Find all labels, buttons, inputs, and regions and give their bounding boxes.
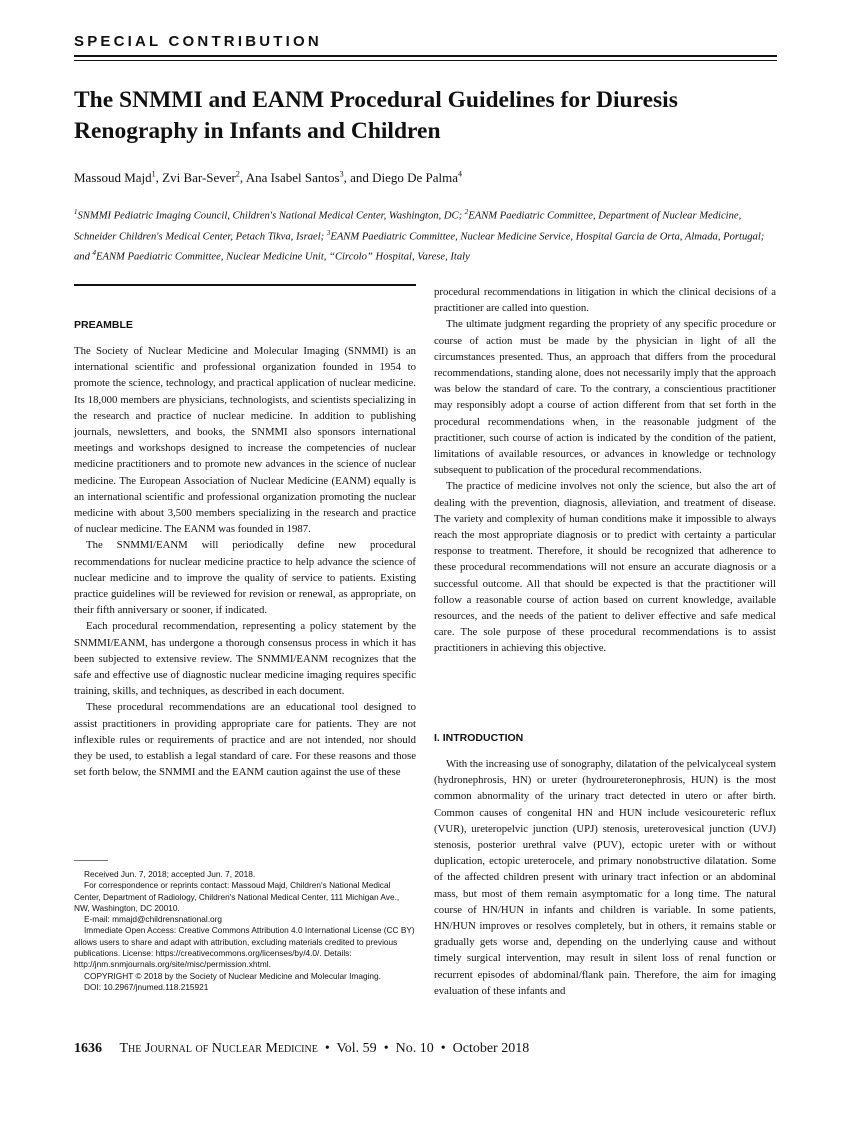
author: Diego De Palma$^4$: [372, 170, 463, 186]
affiliation: SNMMI Pediatric Imaging Council, Children's National Medical Center, Washington, DC;: [77, 210, 465, 222]
introduction-body: [434, 756, 776, 999]
column-rule: [74, 284, 416, 286]
volume: Vol. 59: [336, 1041, 377, 1056]
introduction-heading: I. INTRODUCTION: [434, 732, 524, 744]
issue-number: No. 10: [395, 1041, 434, 1056]
footnote-correspondence: For correspondence or reprints contact: Massoud Majd, Children's National Medical Center, Department of Radiology, Children's National Medical Center, 111 Michigan Ave., NW, Washington, DC 20010.: [74, 880, 400, 913]
footnote-license: Immediate Open Access: Creative Commons Attribution 4.0 International License (CC BY) allows users to share and adapt with attribution, excluding materials credited to previous publications. License: https://creativecommons.org/licenses/by/4.0/. Details: http://jnm.snmjournals.org/site/misc/permission.xhtml.: [74, 925, 415, 970]
footnote-rule: [74, 860, 108, 861]
issue-date: October 2018: [452, 1041, 530, 1056]
preamble-continued: [434, 284, 776, 657]
paragraph: With the increasing use of sonography, dilatation of the pelvicalyceal system (hydronephrosis, HN) or ureter (hydroureteronephrosis, HUN) is the most common abnormality of the urinary tract detected in utero or after birth. Common causes of congenital HN and HUN include vesicoureteric reflux (VUR), ureteropelvic junction (UPJ) stenosis, ureterovesical junction (UVJ) stenosis, posterior urethral valve (PUV), ectopic ureter with or without duplication, ectopic ureterocele, and primary nonobstructive dilatation. Some of the affected children present with urinary tract infection or an abdominal mass, but most of them remain asymptomatic for a long time. The natural course of HN/HUN in infants and children is variable. In some patients, HN/HUN improves or resolves completely, but in others, it remains stable or gradually gets worse and, depending on the underlying cause and without timely surgical intervention, may result in silent loss of renal function or recurrent episodes of abdominal/flank pain. Therefore, the aim for imaging evaluation of these infants and: [434, 758, 776, 997]
footer-bullet: •: [440, 1041, 446, 1056]
footnotes: [74, 869, 416, 993]
footnote-received: Received Jun. 7, 2018; accepted Jun. 7, 2018.: [84, 869, 256, 879]
paragraph: The ultimate judgment regarding the propriety of any specific procedure or course of action must be made by the physician in light of all the circumstances presented. Thus, an approach that differs from the procedural recommendations, standing alone, does not necessarily imply that the approach was below the standard of care. To the contrary, a conscientious practitioner may responsibly adopt a course of action different from that set forth in the procedural recommendations when, in the reasonable judgment of the practitioner, such course of action is indicated by the condition of the patient, limitations of available resources, or advances in knowledge or technology subsequent to publication of the procedural recommendations.: [434, 318, 776, 477]
paragraph: These procedural recommendations are an educational tool designed to assist practitioners in providing appropriate care for patients. They are not inflexible rules or requirements of practice and are not intended, nor should they be used, to establish a legal standard of care. For these reasons and those set forth below, the SNMMI and the EANM caution against the use of these: [74, 701, 416, 779]
paragraph: The SNMMI/EANM will periodically define new procedural recommendations for nuclear medicine practice to help advance the science of nuclear medicine and to improve the quality of service to patients. Existing practice guidelines will be reviewed for revision or renewal, as appropriate, on their fifth anniversary or sooner, if indicated.: [74, 539, 416, 617]
affiliations: $^1$SNMMI Pediatric Imaging Council, Children's National Medical Center, Washington, DC; $^2$EANM Paediatric Committee, Department of Nuclear Medicine, Schneider Children's Medical Center, Petach Tikva, Israel; $^3$EANM Paediatric Committee, Nuclear Medicine Service, Hospital Garcia de Orta, Almada, Portugal; and $^4$EANM Paediatric Committee, Nuclear Medicine Unit, “Circolo” Hospital, Varese, Italy: [74, 208, 765, 263]
footer-bullet: •: [383, 1041, 389, 1056]
article-title: The SNMMI and EANM Procedural Guidelines for Diuresis Renography in Infants and Children: [74, 87, 678, 144]
paragraph: The Society of Nuclear Medicine and Molecular Imaging (SNMMI) is an international scientific and professional organization founded in 1954 to promote the science, technology, and practical application of nuclear medicine. Its 18,000 members are physicians, technologists, and scientists specializing in the research and practice of nuclear medicine. In addition to publishing journals, newsletters, and books, the SNMMI also sponsors international meetings and workshops designed to increase the competencies of nuclear medicine practitioners and to promote new advances in the science of nuclear medicine. The European Association of Nuclear Medicine (EANM) equally is an international scientific and professional organization promoting the nuclear medicine with about 3,500 members specializing in the research and practice of nuclear medicine. The EANM was founded in 1987.: [74, 345, 416, 536]
footnote-copyright: COPYRIGHT © 2018 by the Society of Nuclear Medicine and Molecular Imaging.: [84, 970, 381, 981]
affiliation: EANM Paediatric Committee, Nuclear Medicine Unit, “Circolo” Hospital, Varese, Italy: [96, 251, 470, 263]
journal-name: The Journal of Nuclear Medicine: [119, 1041, 318, 1056]
author: Massoud Majd$^1$,: [74, 170, 163, 186]
author: Ana Isabel Santos$^3$, and: [245, 170, 373, 186]
footnote-email: E-mail: mmajd@childrensnational.org: [84, 914, 223, 925]
header-rule-thick: [74, 55, 777, 57]
preamble-body: [74, 343, 416, 780]
paragraph: The practice of medicine involves not only the science, but also the art of dealing with the prevention, diagnosis, alleviation, and treatment of disease. The variety and complexity of human conditions make it impossible to always reach the most appropriate diagnosis or to predict with certainty a particular response to treatment. Therefore, it should be recognized that adherence to these procedural recommendations will not ensure an accurate diagnosis or a successful outcome. All that should be expected is that the practitioner will follow a reasonable course of action based on current knowledge, available resources, and the needs of the patient to deliver effective and safe medical care. The sole purpose of these procedural recommendations is to assist practitioners in achieving this objective.: [434, 480, 776, 655]
paragraph: procedural recommendations in litigation in which the clinical decisions of a practitioner are called into question.: [434, 286, 776, 315]
section-label: SPECIAL CONTRIBUTION: [74, 33, 322, 50]
affiliation: EANM Paediatric Committee, Nuclear Medicine Service, Hospital Garcia de Orta, Almada, Portugal; and: [74, 231, 765, 263]
preamble-heading: PREAMBLE: [74, 319, 133, 331]
page-footer: [74, 1041, 529, 1057]
footer-bullet: •: [324, 1041, 330, 1056]
paragraph: Each procedural recommendation, representing a policy statement by the SNMMI/EANM, has undergone a thorough consensus process in which it has been subjected to extensive review. The SNMMI/EANM recognizes that the safe and effective use of diagnostic nuclear medicine imaging requires specific training, skills, and techniques, as described in each document.: [74, 620, 416, 698]
author: Zvi Bar-Sever$^2$,: [162, 170, 246, 186]
affiliation: EANM Paediatric Committee, Department of Nuclear Medicine, Schneider Children's Medical Center, Petach Tikva, Israel;: [74, 210, 742, 243]
page-number: 1636: [74, 1041, 102, 1056]
footnote-doi: DOI: 10.2967/jnumed.118.215921: [84, 981, 209, 992]
author-list: [74, 170, 462, 186]
header-rule-thin: [74, 60, 777, 61]
